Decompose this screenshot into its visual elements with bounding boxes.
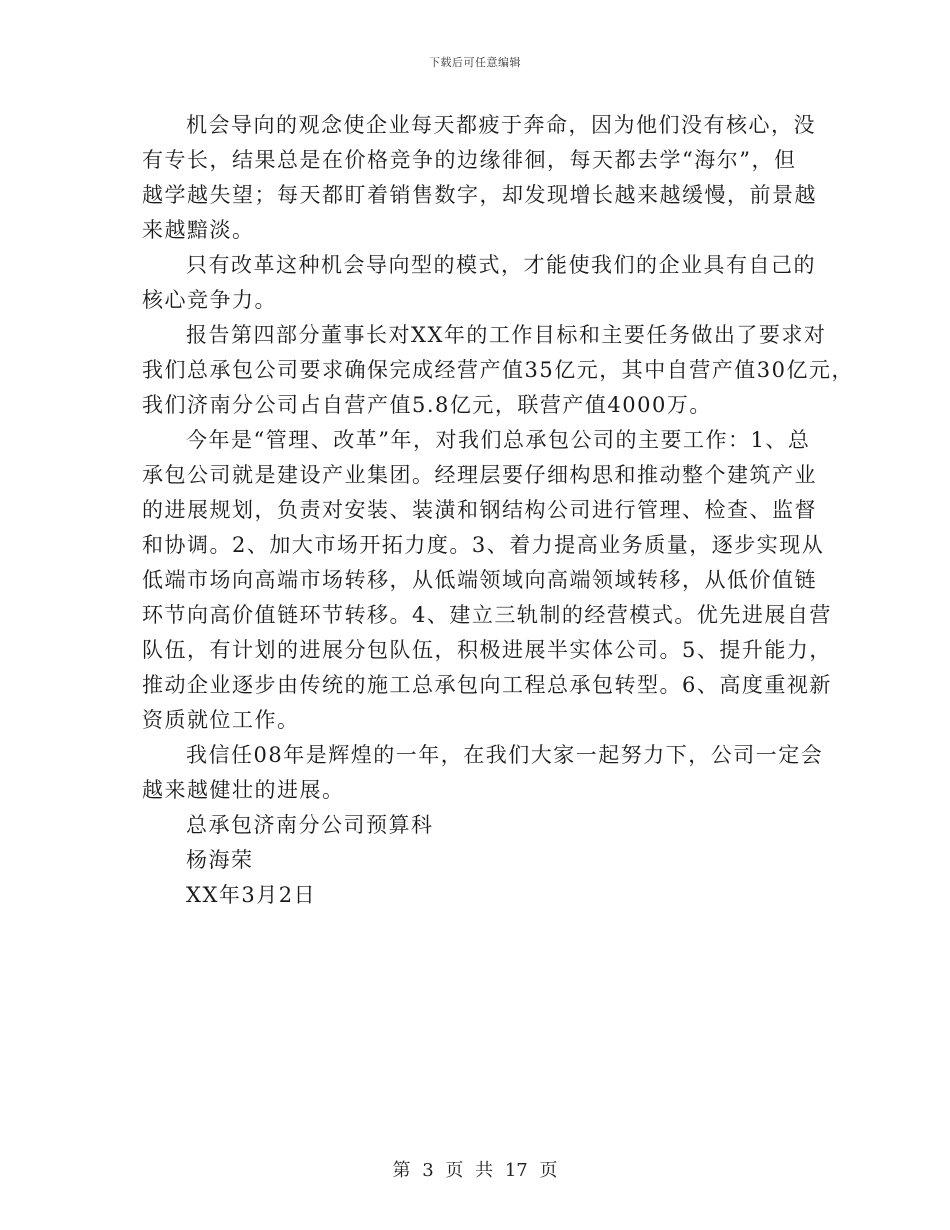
body-line: 资质就位工作。 [142, 708, 300, 732]
body-line: 队伍，有计划的进展分包队伍，积极进展半实体公司。5、提升能力， [142, 638, 832, 662]
body-line: 承包公司就是建设产业集团。经理层要仔细构思和推动整个建筑产业 [142, 463, 817, 487]
body-line: 我信任08年是辉煌的一年，在我们大家一起努力下，公司一定会 [186, 743, 824, 767]
body-line: 报告第四部分董事长对XX年的工作目标和主要任务做出了要求对 [186, 323, 827, 347]
page-number: 第 3 页 共 17 页 [392, 1160, 558, 1181]
signature-department: 总承包济南分公司预算科 [186, 813, 434, 837]
body-line: 我们总承包公司要求确保完成经营产值35亿元，其中自营产值30亿元， [142, 358, 854, 382]
body-line: 机会导向的观念使企业每天都疲于奔命，因为他们没有核心，没 [186, 113, 816, 137]
body-line: 的进展规划，负责对安装、装潢和钢结构公司进行管理、检查、监督 [142, 498, 817, 522]
signature-date: XX年3月2日 [186, 883, 317, 907]
body-line: 和协调。2、加大市场开拓力度。3、着力提高业务质量，逐步实现从 [142, 533, 825, 557]
body-line: 低端市场向高端市场转移，从低端领域向高端领域转移，从低价值链 [142, 568, 817, 592]
body-line: 只有改革这种机会导向型的模式，才能使我们的企业具有自己的 [186, 253, 816, 277]
body-line: 越学越失望；每天都盯着销售数字，却发现增长越来越缓慢，前景越 [142, 183, 817, 207]
body-line: 我们济南分公司占自营产值5.8亿元，联营产值4000万。 [142, 393, 712, 417]
body-line: 推动企业逐步由传统的施工总承包向工程总承包转型。6、高度重视新 [142, 673, 832, 697]
body-line: 越来越健壮的进展。 [142, 778, 345, 802]
body-line: 今年是“管理、改革”年，对我们总承包公司的主要工作：1、总 [186, 428, 811, 452]
document-body [142, 108, 854, 913]
body-line: 来越黯淡。 [142, 218, 255, 242]
header-note: 下载后可任意编辑 [429, 56, 521, 69]
body-line: 有专长，结果总是在价格竞争的边缘徘徊，每天都去学“海尔”，但 [142, 148, 797, 172]
body-line: 环节向高价值链环节转移。4、建立三轨制的经营模式。优先进展自营 [142, 603, 832, 627]
body-line: 核心竞争力。 [142, 288, 277, 312]
signature-name: 杨海荣 [186, 848, 254, 872]
